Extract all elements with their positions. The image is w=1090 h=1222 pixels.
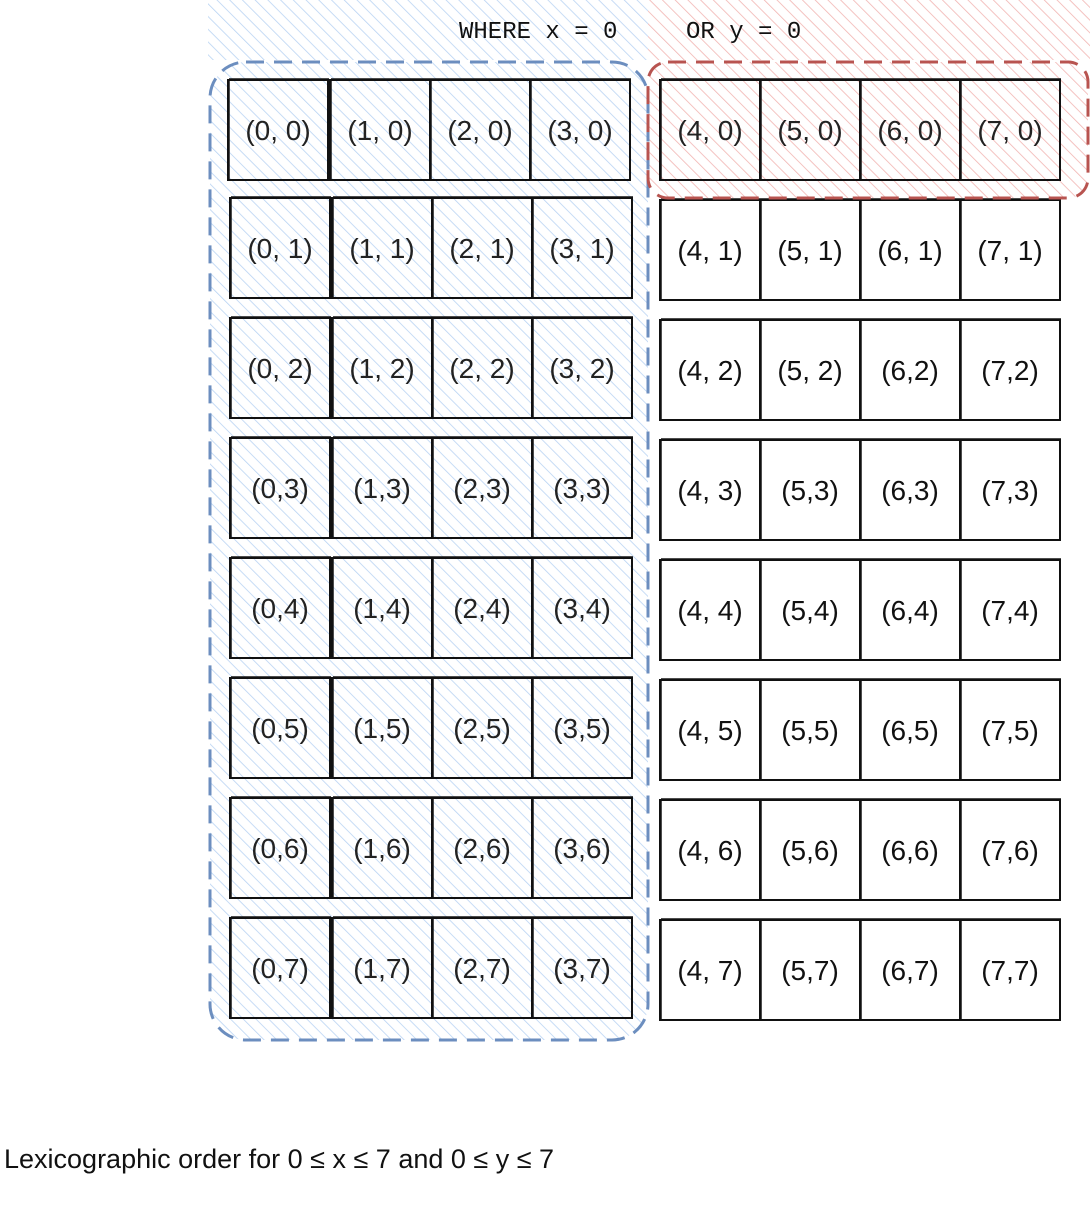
figure-caption: Lexicographic order for 0 ≤ x ≤ 7 and 0 ≤ y ≤ 7	[4, 1144, 555, 1174]
grid-cell-label: (7,2)	[981, 355, 1039, 386]
x-zero-group-fill	[210, 62, 648, 1040]
grid-cell-label: (6,6)	[881, 835, 939, 866]
grid-cell	[760, 199, 861, 301]
grid-cell-label: (5, 0)	[777, 115, 843, 146]
grid-cell-label: (4, 5)	[677, 715, 743, 746]
grid-cell-label: (3, 0)	[547, 115, 613, 146]
grid-cell	[760, 919, 861, 1021]
grid-cell-label: (2,3)	[453, 473, 511, 504]
where-x-label: WHERE x = 0	[459, 19, 618, 46]
grid-cell	[660, 559, 761, 661]
grid-cell-label: (4, 3)	[677, 475, 743, 506]
grid-cell-label: (3, 2)	[549, 353, 615, 384]
grid-cell-label: (4, 4)	[677, 595, 743, 626]
grid-cell	[860, 319, 961, 421]
grid-cell	[960, 439, 1061, 541]
grid-cell-label: (7,5)	[981, 715, 1039, 746]
where-y-label: OR y = 0	[686, 19, 802, 46]
grid-cell	[760, 679, 861, 781]
grid-cell-label: (5,5)	[781, 715, 839, 746]
grid-cell	[860, 679, 961, 781]
grid-cell-label: (0,5)	[251, 713, 309, 744]
grid-cell-label: (2,4)	[453, 593, 511, 624]
grid-cell-label: (4, 7)	[677, 955, 743, 986]
grid-cell-label: (3,5)	[553, 713, 611, 744]
grid-cell-label: (5,4)	[781, 595, 839, 626]
grid-cell-label: (5,3)	[781, 475, 839, 506]
grid-cell	[660, 679, 761, 781]
grid-cell-label: (2, 2)	[449, 353, 515, 384]
grid-cell	[860, 919, 961, 1021]
grid-cell	[960, 199, 1061, 301]
grid-cell-label: (5, 2)	[777, 355, 843, 386]
grid-cell-label: (6,5)	[881, 715, 939, 746]
grid-cell-label: (2,5)	[453, 713, 511, 744]
grid-cell-label: (0, 2)	[247, 353, 313, 384]
grid-cell-label: (0, 1)	[247, 233, 313, 264]
grid-cell	[960, 919, 1061, 1021]
grid-cell-label: (1,6)	[353, 833, 411, 864]
grid-cell-label: (5,6)	[781, 835, 839, 866]
grid-cell-label: (7, 1)	[977, 235, 1043, 266]
grid-cell-label: (1, 0)	[347, 115, 413, 146]
grid-cell	[860, 799, 961, 901]
grid-cell-label: (0,7)	[251, 953, 309, 984]
grid-cell-label: (3,6)	[553, 833, 611, 864]
grid-cell-label: (6,2)	[881, 355, 939, 386]
grid-cell	[760, 319, 861, 421]
grid-cell	[760, 559, 861, 661]
grid-cell-label: (7,4)	[981, 595, 1039, 626]
grid-cell-label: (0,3)	[251, 473, 309, 504]
grid-cell-label: (2,7)	[453, 953, 511, 984]
grid-cell	[660, 319, 761, 421]
grid-cell	[860, 439, 961, 541]
grid-cell-label: (2,6)	[453, 833, 511, 864]
grid-cell	[960, 679, 1061, 781]
grid-cell-label: (7, 0)	[977, 115, 1043, 146]
grid-cell	[660, 799, 761, 901]
grid-cell-label: (2, 0)	[447, 115, 513, 146]
grid-cell-label: (6,7)	[881, 955, 939, 986]
grid-cell-label: (6, 0)	[877, 115, 943, 146]
grid-cell-label: (1, 1)	[349, 233, 415, 264]
grid-cell-label: (3,3)	[553, 473, 611, 504]
grid-cell-label: (6, 1)	[877, 235, 943, 266]
grid-cell	[860, 199, 961, 301]
grid-cell-label: (0,4)	[251, 593, 309, 624]
grid-cell	[960, 319, 1061, 421]
grid-cell-label: (3,7)	[553, 953, 611, 984]
grid-cell-label: (3, 1)	[549, 233, 615, 264]
grid-cell	[760, 799, 861, 901]
grid-cell	[960, 559, 1061, 661]
grid-cell-label: (7,7)	[981, 955, 1039, 986]
grid-cell	[860, 559, 961, 661]
grid-cell	[660, 199, 761, 301]
grid-cell-label: (4, 0)	[677, 115, 743, 146]
grid-cell-label: (1,7)	[353, 953, 411, 984]
grid-cell-label: (7,6)	[981, 835, 1039, 866]
grid-cell-label: (4, 2)	[677, 355, 743, 386]
grid-cell	[660, 439, 761, 541]
grid-cell-label: (6,4)	[881, 595, 939, 626]
grid-cell-label: (5,7)	[781, 955, 839, 986]
grid-cell	[660, 919, 761, 1021]
grid-cell-label: (1,3)	[353, 473, 411, 504]
grid-cell-label: (1,5)	[353, 713, 411, 744]
grid-cell-label: (5, 1)	[777, 235, 843, 266]
grid-cell-label: (4, 6)	[677, 835, 743, 866]
grid-cell-label: (3,4)	[553, 593, 611, 624]
grid-cell	[760, 439, 861, 541]
grid-cell-label: (0,6)	[251, 833, 309, 864]
grid-cell-label: (2, 1)	[449, 233, 515, 264]
grid-cell-label: (0, 0)	[245, 115, 311, 146]
grid-cell-label: (6,3)	[881, 475, 939, 506]
grid-cell-label: (1, 2)	[349, 353, 415, 384]
grid-cell-label: (4, 1)	[677, 235, 743, 266]
grid-cell-label: (7,3)	[981, 475, 1039, 506]
grid-cell-label: (1,4)	[353, 593, 411, 624]
grid-cell	[960, 799, 1061, 901]
